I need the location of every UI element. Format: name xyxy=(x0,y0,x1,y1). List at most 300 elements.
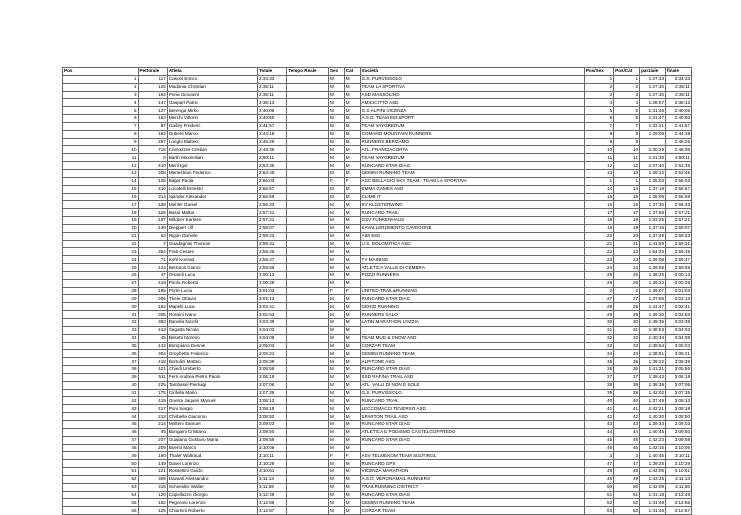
cell-cat: M xyxy=(344,264,360,272)
cell-split: 1:54:25 xyxy=(640,248,666,256)
cell-athlete: Guerra Jaques Manuel xyxy=(167,397,257,405)
cell-cat: M xyxy=(344,107,360,115)
table-row xyxy=(63,499,692,507)
cell-pos-cat: 51 xyxy=(614,491,640,499)
cell-pos: 55 xyxy=(63,499,139,507)
cell-cat: M xyxy=(344,342,360,350)
cell-final: 3:05:39 xyxy=(666,358,692,366)
cell-cat: M xyxy=(344,240,360,248)
cell-total: 3:00:13 xyxy=(257,271,286,279)
cell-final: 3:04:08 xyxy=(666,334,692,342)
cell-sex: M xyxy=(328,201,344,209)
cell-final: 2:35:11 xyxy=(666,83,692,91)
cell-pos-sex: 33 xyxy=(584,342,613,350)
cell-pos: 20 xyxy=(63,224,139,232)
cell-pos: 40 xyxy=(63,381,139,389)
table-row xyxy=(63,138,692,146)
cell-total: 2:55:57 xyxy=(257,185,286,193)
cell-pos-sex: 3 xyxy=(584,91,613,99)
cell-pos: 46 xyxy=(63,428,139,436)
cell-pos: 26 xyxy=(63,271,139,279)
cell-pos: 14 xyxy=(63,177,139,185)
cell-club: KAVALLEROMENTO CAVEGONE xyxy=(360,224,584,232)
cell-total: 3:12:49 xyxy=(257,491,286,499)
cell-split: 1:38:08 xyxy=(640,193,666,201)
cell-club: UNITED TRAIL&RUNNING xyxy=(360,287,584,295)
cell-athlete: Davanti Alessandro xyxy=(167,475,257,483)
cell-pos-sex: 9 xyxy=(584,138,613,146)
cell-athlete: Banella Nicolò xyxy=(167,319,257,327)
cell-real-time xyxy=(287,122,329,130)
cell-athlete: Locatelli Ernesto xyxy=(167,185,257,193)
cell-split: 1:28:07 xyxy=(640,99,666,107)
cell-cat: M xyxy=(344,185,360,193)
cell-club: A.S.D. TEAM EM SPORT xyxy=(360,115,584,123)
cell-pos: 8 xyxy=(63,130,139,138)
cell-final: 2:34:33 xyxy=(666,75,692,83)
cell-cat: M xyxy=(344,271,360,279)
cell-club: ATL. VALLI DI NON E SOLE xyxy=(360,381,584,389)
cell-final: 3:12:57 xyxy=(666,507,692,515)
cell-athlete: Mapelli Luca xyxy=(167,303,257,311)
table-row xyxy=(63,209,692,217)
cell-pos-cat: 8 xyxy=(614,130,640,138)
cell-real-time xyxy=(287,240,329,248)
cell-split: 1:40:45 xyxy=(640,428,666,436)
cell-sex: M xyxy=(328,232,344,240)
cell-real-time xyxy=(287,287,329,295)
cell-total: 2:40:06 xyxy=(257,107,286,115)
cell-club: VICENZA MARATHON xyxy=(360,468,584,476)
table-row xyxy=(63,146,692,154)
table-row xyxy=(63,130,692,138)
cell-final: 2:58:23 xyxy=(666,232,692,240)
cell-real-time xyxy=(287,107,329,115)
cell-pos-cat: 2 xyxy=(614,287,640,295)
cell-pos: 30 xyxy=(63,303,139,311)
cell-pos-sex: 30 xyxy=(584,319,613,327)
cell-bib: 125 xyxy=(138,209,167,217)
cell-real-time xyxy=(287,405,329,413)
cell-total: 2:56:33 xyxy=(257,201,286,209)
cell-final: 3:00:29 xyxy=(666,279,692,287)
cell-split: 1:37:58 xyxy=(640,209,666,217)
cell-real-time xyxy=(287,499,329,507)
cell-split: 1:42:16 xyxy=(640,444,666,452)
cell-split: 1:41:19 xyxy=(640,491,666,499)
cell-bib: 410 xyxy=(138,162,167,170)
cell-split: 1:41:49 xyxy=(640,499,666,507)
cell-split: 1:31:36 xyxy=(640,154,666,162)
cell-real-time xyxy=(287,436,329,444)
cell-cat: M xyxy=(344,366,360,374)
cell-pos: 33 xyxy=(63,326,139,334)
cell-pos: 32 xyxy=(63,319,139,327)
cell-final: 3:10:29 xyxy=(666,460,692,468)
cell-total: 2:44:18 xyxy=(257,130,286,138)
table-row xyxy=(63,122,692,130)
cell-athlete: Schneider Walter xyxy=(167,483,257,491)
cell-bib: 7 xyxy=(138,240,167,248)
cell-total: 3:02:13 xyxy=(257,295,286,303)
cell-cat: F xyxy=(344,452,360,460)
cell-pos-sex: 7 xyxy=(584,122,613,130)
cell-bib: 421 xyxy=(138,366,167,374)
cell-final: 3:09:03 xyxy=(666,420,692,428)
cell-final: 2:55:57 xyxy=(666,185,692,193)
cell-final: 2:58:07 xyxy=(666,224,692,232)
results-sheet xyxy=(62,67,692,515)
cell-athlete: Segatta Nicola xyxy=(167,326,257,334)
cell-real-time xyxy=(287,130,329,138)
cell-sex: M xyxy=(328,397,344,405)
cell-split: 1:41:46 xyxy=(640,507,666,515)
cell-club: GENIO RUNNING xyxy=(360,303,584,311)
cell-sex: M xyxy=(328,279,344,287)
cell-sex: M xyxy=(328,99,344,107)
cell-final: 3:11:13 xyxy=(666,475,692,483)
table-row xyxy=(63,264,692,272)
cell-pos-sex: 35 xyxy=(584,358,613,366)
cell-bib: 47 xyxy=(138,271,167,279)
cell-cat: M xyxy=(344,279,360,287)
cell-pos-sex: 52 xyxy=(584,499,613,507)
cell-cat: M xyxy=(344,256,360,264)
cell-total: 3:05:56 xyxy=(257,366,286,374)
cell-real-time xyxy=(287,185,329,193)
col-sex: Sex xyxy=(328,68,344,76)
cell-final: 2:59:58 xyxy=(666,264,692,272)
cell-pos-cat: 2 xyxy=(614,83,640,91)
cell-bib: 125 xyxy=(138,83,167,91)
cell-sex: M xyxy=(328,154,344,162)
cell-cat: M xyxy=(344,295,360,303)
cell-real-time xyxy=(287,264,329,272)
cell-athlete: Danei Lorenzo xyxy=(167,460,257,468)
cell-real-time xyxy=(287,444,329,452)
cell-club: TEAM VAYGREDUM xyxy=(360,122,584,130)
cell-pos: 16 xyxy=(63,193,139,201)
cell-real-time xyxy=(287,271,329,279)
col-total: Totale xyxy=(257,68,286,76)
cell-athlete: Kohl Konrad xyxy=(167,256,257,264)
cell-real-time xyxy=(287,468,329,476)
cell-split: 1:27:33 xyxy=(640,75,666,83)
cell-cat: M xyxy=(344,201,360,209)
table-row xyxy=(63,271,692,279)
cell-pos-cat: 18 xyxy=(614,217,640,225)
cell-total: 3:09:50 xyxy=(257,428,286,436)
cell-final: 2:45:25 xyxy=(666,138,692,146)
cell-final: 3:05:03 xyxy=(666,342,692,350)
cell-pos-sex: 1 xyxy=(584,177,613,185)
cell-final: 3:06:19 xyxy=(666,373,692,381)
cell-real-time xyxy=(287,295,329,303)
cell-sex: M xyxy=(328,240,344,248)
cell-athlete: Thaler Waltraud xyxy=(167,452,257,460)
cell-pos: 23 xyxy=(63,248,139,256)
cell-real-time xyxy=(287,452,329,460)
cell-total: 3:10:51 xyxy=(257,468,286,476)
cell-bib: 149 xyxy=(138,460,167,468)
cell-pos: 3 xyxy=(63,91,139,99)
cell-total: 3:01:03 xyxy=(257,287,286,295)
cell-pos: 18 xyxy=(63,209,139,217)
col-club: Società xyxy=(360,68,584,76)
cell-pos: 12 xyxy=(63,162,139,170)
cell-bib: 164 xyxy=(138,91,167,99)
cell-sex: M xyxy=(328,107,344,115)
cell-pos-cat: 26 xyxy=(614,279,640,287)
cell-bib: 410 xyxy=(138,185,167,193)
cell-athlete: Ortandi Luca xyxy=(167,271,257,279)
cell-cat: M xyxy=(344,99,360,107)
cell-pos-sex: 48 xyxy=(584,468,613,476)
cell-pos-sex: 43 xyxy=(584,420,613,428)
cell-bib: 418 xyxy=(138,358,167,366)
cell-final: 2:38:13 xyxy=(666,99,692,107)
cell-pos-sex: 5 xyxy=(584,107,613,115)
cell-total: 3:10:29 xyxy=(257,460,286,468)
cell-sex: M xyxy=(328,209,344,217)
cell-sex: M xyxy=(328,373,344,381)
cell-split: 1:43:25 xyxy=(640,475,666,483)
cell-pos: 51 xyxy=(63,468,139,476)
cell-split: 1:41:47 xyxy=(640,303,666,311)
table-row xyxy=(63,491,692,499)
cell-cat: M xyxy=(344,209,360,217)
cell-sex: M xyxy=(328,428,344,436)
cell-pos: 25 xyxy=(63,264,139,272)
cell-cat: F xyxy=(344,287,360,295)
cell-sex: M xyxy=(328,146,344,154)
cell-total: 3:02:41 xyxy=(257,303,286,311)
cell-real-time xyxy=(287,483,329,491)
cell-pos-sex: 37 xyxy=(584,373,613,381)
cell-pos-sex: 1 xyxy=(584,75,613,83)
cell-athlete: Gasparl Patric xyxy=(167,99,257,107)
cell-pos-sex: 39 xyxy=(584,389,613,397)
cell-sex: M xyxy=(328,185,344,193)
table-row xyxy=(63,397,692,405)
cell-real-time xyxy=(287,248,329,256)
table-row xyxy=(63,279,692,287)
cell-sex: M xyxy=(328,303,344,311)
cell-sex: M xyxy=(328,366,344,374)
cell-pos-cat: 49 xyxy=(614,475,640,483)
cell-total: 3:05:21 xyxy=(257,350,286,358)
cell-split: 1:30:29 xyxy=(640,146,666,154)
cell-cat: M xyxy=(344,444,360,452)
cell-total: 3:08:18 xyxy=(257,405,286,413)
cell-athlete: Chirbella Giacomo xyxy=(167,413,257,421)
cell-final: 3:08:13 xyxy=(666,397,692,405)
cell-total: 3:08:50 xyxy=(257,413,286,421)
cell-club: G.S. PURVISSOLO xyxy=(360,75,584,83)
cell-final: 2:56:33 xyxy=(666,201,692,209)
cell-pos-sex: 36 xyxy=(584,366,613,374)
cell-final: 2:44:18 xyxy=(666,130,692,138)
cell-final: 3:02:41 xyxy=(666,303,692,311)
cell-pos: 24 xyxy=(63,256,139,264)
cell-total: 2:34:33 xyxy=(257,75,286,83)
cell-split: 1:37:40 xyxy=(640,162,666,170)
cell-split: 1:39:08 xyxy=(640,256,666,264)
table-row xyxy=(63,350,692,358)
cell-cat: M xyxy=(344,303,360,311)
cell-cat: M xyxy=(344,75,360,83)
cell-split: 1:29:09 xyxy=(640,130,666,138)
cell-sex: M xyxy=(328,405,344,413)
cell-athlete: Pegoraro Lorenzo xyxy=(167,499,257,507)
cell-bib: 415 xyxy=(138,397,167,405)
cell-club: SPARTON TRAIL ASD xyxy=(360,413,584,421)
cell-split: 1:39:58 xyxy=(640,264,666,272)
cell-sex: M xyxy=(328,350,344,358)
cell-split: 1:39:25 xyxy=(640,460,666,468)
cell-sex: M xyxy=(328,295,344,303)
cell-total: 2:59:45 xyxy=(257,248,286,256)
cell-pos: 2 xyxy=(63,83,139,91)
cell-sex: F xyxy=(328,177,344,185)
cell-pos-sex: 13 xyxy=(584,169,613,177)
cell-total: 3:09:03 xyxy=(257,420,286,428)
cell-bib: 511 xyxy=(138,373,167,381)
cell-athlete: Theie Ottavio xyxy=(167,295,257,303)
cell-club: ALPITONE ASD xyxy=(360,358,584,366)
cell-real-time xyxy=(287,91,329,99)
cell-pos-sex: 23 xyxy=(584,256,613,264)
cell-real-time xyxy=(287,146,329,154)
cell-real-time xyxy=(287,350,329,358)
cell-split: 1:42:05 xyxy=(640,468,666,476)
cell-club: COMANO MOUNTAIN RUNNERS xyxy=(360,130,584,138)
cell-sex: M xyxy=(328,75,344,83)
cell-real-time xyxy=(287,154,329,162)
cell-split: 1:38:51 xyxy=(640,350,666,358)
cell-total: 3:02:53 xyxy=(257,311,286,319)
table-row xyxy=(63,381,692,389)
cell-bib: 315 xyxy=(138,483,167,491)
cell-split: 1:37:56 xyxy=(640,295,666,303)
cell-bib: 306 xyxy=(138,295,167,303)
cell-pos-sex: 32 xyxy=(584,334,613,342)
cell-club: ASC BELLAGIO SKY TEAM - TEAM LA SPORTIVA xyxy=(360,177,584,185)
cell-split: 1:38:39 xyxy=(640,381,666,389)
cell-sex: M xyxy=(328,91,344,99)
cell-cat: M xyxy=(344,319,360,327)
cell-athlete: Berenga Mirko xyxy=(167,107,257,115)
cell-pos: 38 xyxy=(63,366,139,374)
cell-split: 1:40:45 xyxy=(640,452,666,460)
cell-cat: M xyxy=(344,232,360,240)
cell-pos-sex: 28 xyxy=(584,303,613,311)
cell-club: LECCOMACCI TEVERSO ASD xyxy=(360,405,584,413)
cell-pos: 11 xyxy=(63,154,139,162)
cell-sex: M xyxy=(328,468,344,476)
cell-cat: M xyxy=(344,389,360,397)
cell-pos-cat: 37 xyxy=(614,373,640,381)
cell-total: 3:07:06 xyxy=(257,381,286,389)
cell-cat: M xyxy=(344,413,360,421)
cell-bib: 9 xyxy=(138,154,167,162)
cell-club: TRAILRUNNING DISTRICT xyxy=(360,483,584,491)
cell-pos-cat: 47 xyxy=(614,460,640,468)
cell-club: LATIN MARATHON LOZZIA xyxy=(360,319,584,327)
cell-real-time xyxy=(287,342,329,350)
cell-athlete: Menestrian Federico xyxy=(167,169,257,177)
cell-club: G.S. PURVISSOLO xyxy=(360,389,584,397)
cell-athlete: Longhi Matteo xyxy=(167,138,257,146)
cell-total: 3:06:19 xyxy=(257,373,286,381)
cell-real-time xyxy=(287,413,329,421)
cell-split: 1:32:21 xyxy=(640,122,666,130)
cell-pos: 37 xyxy=(63,358,139,366)
cell-pos-sex: 51 xyxy=(584,491,613,499)
cell-pos-sex: 50 xyxy=(584,483,613,491)
cell-pos-cat: 16 xyxy=(614,201,640,209)
cell-pos-cat: 10 xyxy=(614,146,640,154)
cell-athlete: Dieppert Ulf xyxy=(167,224,257,232)
cell-real-time xyxy=(287,420,329,428)
cell-pos-cat: 35 xyxy=(614,358,640,366)
cell-final: 3:02:53 xyxy=(666,311,692,319)
cell-club: ASD MASSOLINO xyxy=(360,91,584,99)
cell-pos-cat: 12 xyxy=(614,162,640,170)
cell-pos-cat: 44 xyxy=(614,428,640,436)
cell-pos-cat: 1 xyxy=(614,177,640,185)
cell-pos: 35 xyxy=(63,342,139,350)
cell-real-time xyxy=(287,162,329,170)
cell-bib: 257 xyxy=(138,138,167,146)
cell-final: 3:04:03 xyxy=(666,326,692,334)
cell-cat: M xyxy=(344,483,360,491)
cell-sex: M xyxy=(328,256,344,264)
col-pos: Pos xyxy=(63,68,139,76)
cell-pos-cat: 40 xyxy=(614,397,640,405)
cell-final: 3:07:06 xyxy=(666,381,692,389)
cell-split: 1:31:46 xyxy=(640,107,666,115)
table-row xyxy=(63,334,692,342)
cell-club: CORZAR TEAM xyxy=(360,342,584,350)
cell-pos: 45 xyxy=(63,420,139,428)
cell-split: 1:39:07 xyxy=(640,287,666,295)
cell-pos: 10 xyxy=(63,146,139,154)
cell-club: GEMINI RUNNING TEAM xyxy=(360,169,584,177)
cell-pos-cat: 4 xyxy=(614,99,640,107)
cell-athlete: Gropbetta Federico xyxy=(167,350,257,358)
table-row xyxy=(63,248,692,256)
cell-club: A.S.D. VERONAMAIL RUNNERS xyxy=(360,475,584,483)
cell-club: RUNCARD GPS xyxy=(360,460,584,468)
cell-real-time xyxy=(287,99,329,107)
cell-pos-sex: 16 xyxy=(584,201,613,209)
cell-athlete: Chiedi Umberto xyxy=(167,366,257,374)
cell-athlete: Madonia Christian xyxy=(167,83,257,91)
cell-pos-cat: 17 xyxy=(614,209,640,217)
cell-pos-sex: 18 xyxy=(584,217,613,225)
cell-pos-cat: 41 xyxy=(614,405,640,413)
cell-real-time xyxy=(287,319,329,327)
cell-pos: 34 xyxy=(63,334,139,342)
cell-total: 3:05:03 xyxy=(257,342,286,350)
cell-pos-cat: 27 xyxy=(614,295,640,303)
cell-split: 1:37:30 xyxy=(640,201,666,209)
cell-cat: M xyxy=(344,138,360,146)
cell-club: CORZAR TEAM xyxy=(360,507,584,515)
cell-total: 2:53:39 xyxy=(257,162,286,170)
cell-final: 2:59:47 xyxy=(666,256,692,264)
